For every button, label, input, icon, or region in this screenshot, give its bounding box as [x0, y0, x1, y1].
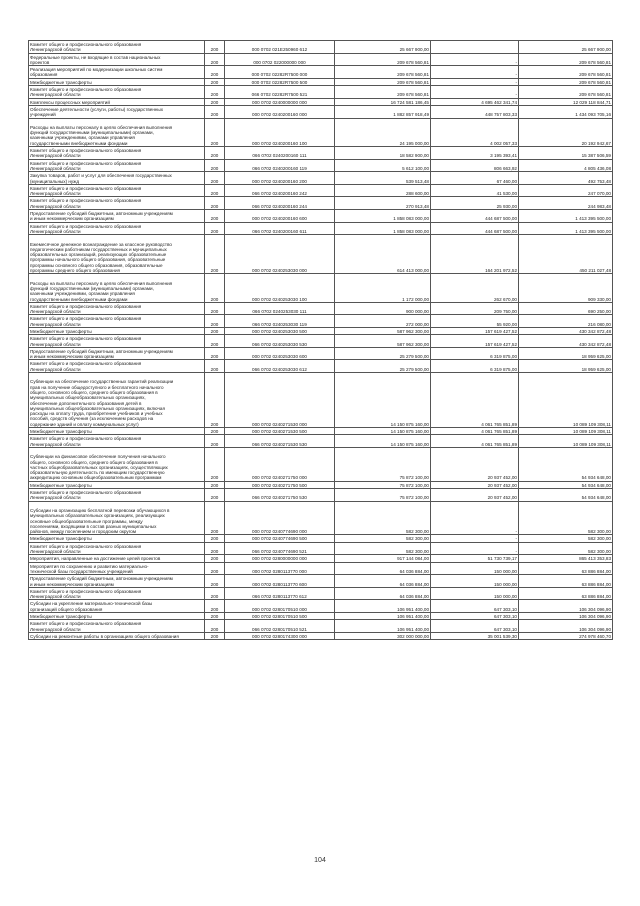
row-approved: 582 300,00 — [335, 535, 431, 542]
row-budget-code: 000 0702 02282R7500 000 — [225, 66, 335, 79]
row-budget-code: 066 0702 0240200160 119 — [225, 159, 335, 172]
row-executed: 20 937 452,00 — [431, 481, 519, 488]
row-unexecuted: 10 089 109 308,11 — [519, 428, 613, 435]
table-row — [29, 159, 613, 172]
row-approved: 5 612 100,00 — [335, 159, 431, 172]
row-approved: 270 913,48 — [335, 197, 431, 210]
row-approved: 209 678 560,81 — [335, 86, 431, 99]
row-unexecuted: 106 304 096,90 — [519, 613, 613, 620]
table-row — [29, 489, 613, 502]
row-executed: 157 619 427,52 — [431, 328, 519, 335]
table-row — [29, 373, 613, 428]
row-line-code: 200 — [205, 53, 225, 66]
row-budget-code: 000 0702 0240200160 000 — [225, 105, 335, 118]
row-name: Мероприятия по сохранению и развитию материально- технической базы государственных учреждений — [29, 562, 205, 575]
row-approved: 25 279 500,00 — [335, 347, 431, 360]
row-name: Ежемесячное денежное вознаграждение за классное руководство педагогическим работникам государственных и муниципальных образовательных организаций, реализующих образовательные программы начального общего образования, образовательные программы основного общего образования, образовательные программы среднего общего образования — [29, 235, 205, 274]
row-unexecuted: 10 089 109 308,11 — [519, 373, 613, 428]
row-name: Комплексы процессных мероприятий — [29, 98, 205, 105]
row-name: Комитет общего и профессионального образования Ленинградской области — [29, 587, 205, 600]
row-unexecuted: 909 330,00 — [519, 274, 613, 303]
row-budget-code: 000 0702 0240271530 500 — [225, 428, 335, 435]
row-budget-code: 000 0702 0240200160 600 — [225, 210, 335, 223]
row-approved: 1 882 857 918,49 — [335, 105, 431, 118]
row-executed: 448 757 803,33 — [431, 105, 519, 118]
row-executed: 4 002 057,33 — [431, 118, 519, 147]
table-row — [29, 210, 613, 223]
row-budget-code: 000 0702 0240774690 000 — [225, 501, 335, 535]
row-budget-code: 000 0702 0240774690 500 — [225, 535, 335, 542]
row-budget-code: 066 0702 0240253030 530 — [225, 335, 335, 348]
row-unexecuted: 582 300,00 — [519, 501, 613, 535]
table-row — [29, 562, 613, 575]
row-name: Комитет общего и профессионального образования Ленинградской области — [29, 315, 205, 328]
row-name: Расходы на выплаты персоналу в целях обеспечения выполнения функций государственными (муниципальными) органами, казенными учреждениями, органами управления государственными внебюджетными фондами — [29, 118, 205, 147]
row-unexecuted: 430 342 872,48 — [519, 328, 613, 335]
table-row — [29, 184, 613, 197]
row-approved: 288 600,00 — [335, 184, 431, 197]
row-unexecuted: 209 678 560,81 — [519, 86, 613, 99]
row-unexecuted: 54 934 648,00 — [519, 489, 613, 502]
row-executed: - — [431, 501, 519, 535]
row-name: Комитет общего и профессионального образования Ленинградской области — [29, 489, 205, 502]
row-unexecuted: 63 886 884,00 — [519, 562, 613, 575]
row-budget-code: 066 0702 0240200160 111 — [225, 147, 335, 160]
table-row — [29, 98, 613, 105]
row-name: Комитет общего и профессионального образования Ленинградской области — [29, 197, 205, 210]
row-name: Субсидии на организацию бесплатной перевозки обучающихся в муниципальных образовательных организациях, реализующих основные общеобразовательные программы, между поселениями, входящими в состав разных муниципальных районов, между поселением и городским округом — [29, 501, 205, 535]
row-executed: 51 730 739,17 — [431, 555, 519, 562]
row-budget-code: 000 0702 0240253030 500 — [225, 328, 335, 335]
row-executed: 209 750,00 — [431, 302, 519, 315]
row-approved: 900 000,00 — [335, 302, 431, 315]
row-budget-code: 066 0702 0280170510 521 — [225, 620, 335, 633]
row-executed: 647 303,10 — [431, 613, 519, 620]
table-row — [29, 172, 613, 185]
row-line-code: 200 — [205, 489, 225, 502]
row-executed: 806 663,92 — [431, 159, 519, 172]
row-budget-code: 000 0702 0240200160 200 — [225, 172, 335, 185]
row-name: Комитет общего и профессионального образования Ленинградской области — [29, 335, 205, 348]
row-executed: 150 000,00 — [431, 587, 519, 600]
row-unexecuted: 63 886 884,00 — [519, 575, 613, 588]
row-name: Комитет общего и профессионального образования Ленинградской области — [29, 435, 205, 448]
row-budget-code: 000 0702 0280000000 000 — [225, 555, 335, 562]
row-line-code: 200 — [205, 613, 225, 620]
row-line-code: 200 — [205, 315, 225, 328]
row-line-code: 200 — [205, 481, 225, 488]
row-name: Закупка товаров, работ и услуг для обеспечения государственных (муниципальных) нужд — [29, 172, 205, 185]
row-line-code: 200 — [205, 600, 225, 613]
row-name: Субвенции на обеспечение государственных гарантий реализации прав на получение общедоступного и бесплатного начального общего, основного общего, среднего общего образования в муниципальных общеобразовательных организациях, обеспечение дополнительного образования детей в муниципальных общеобразовательных организациях, включая расходы на оплату труда, приобретение учебников и учебных пособий, средств обучения (за исключением расходов на содержание зданий и оплату коммунальных услуг) — [29, 373, 205, 428]
row-name: Обеспечение деятельности (услуги, работы) государственных учреждений — [29, 105, 205, 118]
row-executed: 164 201 972,52 — [431, 235, 519, 274]
table-row — [29, 428, 613, 435]
row-line-code: 200 — [205, 587, 225, 600]
row-approved: 587 962 300,00 — [335, 335, 431, 348]
table-row — [29, 78, 613, 85]
row-unexecuted: 18 959 625,00 — [519, 347, 613, 360]
table-row — [29, 360, 613, 373]
table-row — [29, 575, 613, 588]
row-approved: 64 036 884,00 — [335, 575, 431, 588]
row-line-code: 200 — [205, 274, 225, 303]
row-approved: 75 872 100,00 — [335, 489, 431, 502]
row-executed: 150 000,00 — [431, 562, 519, 575]
row-line-code: 200 — [205, 222, 225, 235]
row-unexecuted: 690 250,00 — [519, 302, 613, 315]
table-row — [29, 328, 613, 335]
row-unexecuted: 15 387 506,59 — [519, 147, 613, 160]
row-approved: 18 582 900,00 — [335, 147, 431, 160]
row-approved: 917 144 084,00 — [335, 555, 431, 562]
row-line-code: 200 — [205, 555, 225, 562]
row-executed: 4 061 765 851,89 — [431, 373, 519, 428]
row-executed: - — [431, 535, 519, 542]
row-unexecuted: 216 080,00 — [519, 315, 613, 328]
row-name: Субсидии на ремонтные работы в организациях общего образования — [29, 632, 205, 639]
row-name: Комитет общего и профессионального образования Ленинградской области — [29, 147, 205, 160]
row-line-code: 200 — [205, 98, 225, 105]
row-line-code: 200 — [205, 235, 225, 274]
row-line-code: 200 — [205, 184, 225, 197]
table-row — [29, 53, 613, 66]
row-name: Комитет общего и профессионального образования Ленинградской области — [29, 184, 205, 197]
row-line-code: 200 — [205, 172, 225, 185]
table-row — [29, 587, 613, 600]
row-unexecuted: 54 934 648,00 — [519, 447, 613, 481]
row-name: Предоставление субсидий бюджетным, автономным учреждениям и иным некоммерческим организациям — [29, 347, 205, 360]
row-unexecuted: 209 678 560,81 — [519, 66, 613, 79]
row-line-code: 200 — [205, 78, 225, 85]
row-line-code: 200 — [205, 118, 225, 147]
row-unexecuted: 106 304 096,90 — [519, 600, 613, 613]
table-row — [29, 447, 613, 481]
row-name: Расходы на выплаты персоналу в целях обеспечения выполнения функций государственными (муниципальными) органами, казенными учреждениями, органами управления государственными внебюджетными фондами — [29, 274, 205, 303]
row-executed: 41 530,00 — [431, 184, 519, 197]
table-row — [29, 105, 613, 118]
row-name: Межбюджетные трансферты — [29, 481, 205, 488]
row-name: Межбюджетные трансферты — [29, 328, 205, 335]
table-row — [29, 86, 613, 99]
row-budget-code: 000 0702 0280174300 000 — [225, 632, 335, 639]
row-unexecuted: 1 413 395 500,00 — [519, 210, 613, 223]
row-approved: 209 678 560,81 — [335, 66, 431, 79]
row-approved: 14 150 875 160,00 — [335, 435, 431, 448]
row-budget-code: 066 0702 0240774690 521 — [225, 542, 335, 555]
row-line-code: 200 — [205, 542, 225, 555]
row-executed: - — [431, 542, 519, 555]
row-budget-code: 066 0702 0280113770 612 — [225, 587, 335, 600]
row-line-code: 200 — [205, 620, 225, 633]
row-budget-code: 066 0702 0240271750 530 — [225, 489, 335, 502]
row-budget-code: 000 0702 022000000 000 — [225, 53, 335, 66]
row-approved: 587 962 300,00 — [335, 328, 431, 335]
row-unexecuted: 209 678 560,81 — [519, 53, 613, 66]
row-budget-code: 000 0702 0280170510 500 — [225, 613, 335, 620]
row-approved: 582 300,00 — [335, 542, 431, 555]
row-approved: 106 951 400,00 — [335, 600, 431, 613]
row-line-code: 200 — [205, 373, 225, 428]
row-name: Комитет общего и профессионального образования Ленинградской области — [29, 360, 205, 373]
row-executed: 444 687 500,00 — [431, 222, 519, 235]
row-budget-code: 000 0702 0240271750 000 — [225, 447, 335, 481]
row-unexecuted: 12 029 118 844,71 — [519, 98, 613, 105]
row-name: Федеральные проекты, не входящие в состав национальных проектов — [29, 53, 205, 66]
row-line-code: 200 — [205, 197, 225, 210]
row-executed: 55 920,00 — [431, 315, 519, 328]
table-row — [29, 481, 613, 488]
table-row — [29, 600, 613, 613]
row-approved: 302 000 000,00 — [335, 632, 431, 639]
row-executed: 3 195 393,41 — [431, 147, 519, 160]
row-budget-code: 000 0702 0240000000 000 — [225, 98, 335, 105]
row-unexecuted: 1 434 093 705,16 — [519, 105, 613, 118]
row-unexecuted: 450 211 027,48 — [519, 235, 613, 274]
row-budget-code: 000 0702 021E250960 612 — [225, 41, 335, 54]
table-row — [29, 66, 613, 79]
table-row — [29, 632, 613, 639]
row-unexecuted: 106 304 096,90 — [519, 620, 613, 633]
row-name: Межбюджетные трансферты — [29, 613, 205, 620]
row-budget-code: 066 0702 0240253030 119 — [225, 315, 335, 328]
row-line-code: 200 — [205, 428, 225, 435]
row-executed: - — [431, 78, 519, 85]
row-line-code: 200 — [205, 328, 225, 335]
row-approved: 64 036 884,00 — [335, 587, 431, 600]
row-unexecuted: 25 667 900,00 — [519, 41, 613, 54]
row-unexecuted: 430 342 872,48 — [519, 335, 613, 348]
row-name: Межбюджетные трансферты — [29, 78, 205, 85]
table-row — [29, 620, 613, 633]
row-executed: - — [431, 66, 519, 79]
row-line-code: 200 — [205, 335, 225, 348]
row-budget-code: 066 0702 0240200160 611 — [225, 222, 335, 235]
row-name: Комитет общего и профессионального образования Ленинградской области — [29, 222, 205, 235]
row-executed: - — [431, 53, 519, 66]
table-row — [29, 118, 613, 147]
row-approved: 1 858 083 000,00 — [335, 210, 431, 223]
row-executed: 67 460,00 — [431, 172, 519, 185]
row-name: Субвенции на финансовое обеспечение получения начального общего, основного общего, среднего общего образования в частных общеобразовательных организациях, осуществляющих образовательную деятельность по имеющим государственную аккредитацию основным общеобразовательным программам — [29, 447, 205, 481]
row-approved: 75 872 100,00 — [335, 481, 431, 488]
row-line-code: 200 — [205, 302, 225, 315]
row-name: Комитет общего и профессионального образования Ленинградской области — [29, 159, 205, 172]
row-executed: 150 000,00 — [431, 575, 519, 588]
row-budget-code: 000 0702 0240253030 600 — [225, 347, 335, 360]
table-row — [29, 41, 613, 54]
row-budget-code: 000 0702 0240271530 000 — [225, 373, 335, 428]
row-approved: 24 195 000,00 — [335, 118, 431, 147]
row-line-code: 200 — [205, 501, 225, 535]
table-row — [29, 222, 613, 235]
row-budget-code: 000 0702 0240271750 500 — [225, 481, 335, 488]
row-line-code: 200 — [205, 147, 225, 160]
table-body — [29, 41, 613, 640]
row-unexecuted: 209 678 560,81 — [519, 78, 613, 85]
row-line-code: 200 — [205, 159, 225, 172]
row-unexecuted: 18 959 625,00 — [519, 360, 613, 373]
row-approved: 106 951 400,00 — [335, 620, 431, 633]
row-budget-code: 000 0702 0280170510 000 — [225, 600, 335, 613]
table-row — [29, 347, 613, 360]
row-budget-code: 000 0702 02282R7500 500 — [225, 78, 335, 85]
table-row — [29, 613, 613, 620]
row-executed: 20 937 452,00 — [431, 447, 519, 481]
row-budget-code: 066 0702 0240271530 530 — [225, 435, 335, 448]
row-executed: 262 670,00 — [431, 274, 519, 303]
row-line-code: 200 — [205, 105, 225, 118]
row-unexecuted: 20 192 942,67 — [519, 118, 613, 147]
row-executed: 20 937 452,00 — [431, 489, 519, 502]
row-executed — [431, 41, 519, 54]
row-line-code: 200 — [205, 66, 225, 79]
row-executed: 6 319 875,00 — [431, 360, 519, 373]
row-approved: 614 413 000,00 — [335, 235, 431, 274]
row-budget-code: 000 0702 0240253030 000 — [225, 235, 335, 274]
row-budget-code: 066 0702 0240200160 244 — [225, 197, 335, 210]
row-approved: 1 858 083 000,00 — [335, 222, 431, 235]
row-name: Субсидии на укрепление материально-технической базы организаций общего образования — [29, 600, 205, 613]
row-approved: 64 036 884,00 — [335, 562, 431, 575]
row-name: Предоставление субсидий бюджетным, автономным учреждениям и иным некоммерческим организациям — [29, 575, 205, 588]
row-name: Межбюджетные трансферты — [29, 428, 205, 435]
row-approved: 582 300,00 — [335, 501, 431, 535]
row-name: Комитет общего и профессионального образования Ленинградской области — [29, 620, 205, 633]
row-line-code: 200 — [205, 210, 225, 223]
row-executed: 647 303,10 — [431, 600, 519, 613]
row-name: Межбюджетные трансферты — [29, 535, 205, 542]
row-executed: 4 061 765 851,89 — [431, 428, 519, 435]
row-unexecuted: 582 300,00 — [519, 535, 613, 542]
table-row — [29, 542, 613, 555]
row-budget-code: 066 0702 0240253030 111 — [225, 302, 335, 315]
row-executed: 157 619 427,52 — [431, 335, 519, 348]
row-budget-code: 066 0702 02282R7500 521 — [225, 86, 335, 99]
row-budget-code: 000 0702 0280113770 000 — [225, 562, 335, 575]
row-budget-code: 000 0702 0280113770 600 — [225, 575, 335, 588]
table-row — [29, 435, 613, 448]
row-budget-code: 000 0702 0240253030 100 — [225, 274, 335, 303]
table-row — [29, 197, 613, 210]
table-row — [29, 274, 613, 303]
row-line-code: 200 — [205, 447, 225, 481]
row-unexecuted: 274 978 460,70 — [519, 632, 613, 639]
row-unexecuted: 865 413 353,83 — [519, 555, 613, 562]
row-line-code: 200 — [205, 562, 225, 575]
row-unexecuted: 492 753,48 — [519, 172, 613, 185]
row-line-code: 200 — [205, 41, 225, 54]
row-line-code: 200 — [205, 360, 225, 373]
row-budget-code: 066 0702 0240200160 242 — [225, 184, 335, 197]
row-approved: 25 279 500,00 — [335, 360, 431, 373]
row-name: Комитет общего и профессионального образования Ленинградской области — [29, 542, 205, 555]
row-approved: 75 872 100,00 — [335, 447, 431, 481]
row-line-code: 200 — [205, 86, 225, 99]
table-row — [29, 235, 613, 274]
row-unexecuted: 63 886 884,00 — [519, 587, 613, 600]
row-approved: 272 000,00 — [335, 315, 431, 328]
row-line-code: 200 — [205, 632, 225, 639]
row-approved: 106 951 400,00 — [335, 613, 431, 620]
row-executed: 25 930,00 — [431, 197, 519, 210]
row-executed: 4 061 765 851,89 — [431, 435, 519, 448]
row-name: Комитет общего и профессионального образования Ленинградской области — [29, 41, 205, 54]
table-row — [29, 315, 613, 328]
row-approved: 16 724 581 186,45 — [335, 98, 431, 105]
row-unexecuted: 54 934 648,00 — [519, 481, 613, 488]
row-executed: 647 303,10 — [431, 620, 519, 633]
row-line-code: 200 — [205, 347, 225, 360]
row-name: Комитет общего и профессионального образования Ленинградской области — [29, 302, 205, 315]
row-unexecuted: 10 089 109 308,11 — [519, 435, 613, 448]
table-row — [29, 501, 613, 535]
budget-report-table — [28, 40, 612, 640]
row-name: Предоставление субсидий бюджетным, автономным учреждениям и иным некоммерческим организациям — [29, 210, 205, 223]
row-approved: 25 667 900,00 — [335, 41, 431, 54]
row-approved: 14 150 875 160,00 — [335, 373, 431, 428]
row-unexecuted: 247 070,00 — [519, 184, 613, 197]
row-unexecuted: 1 413 395 500,00 — [519, 222, 613, 235]
row-approved: 14 150 875 160,00 — [335, 428, 431, 435]
row-unexecuted: 4 805 436,08 — [519, 159, 613, 172]
row-approved: 1 172 000,00 — [335, 274, 431, 303]
row-budget-code: 000 0702 0240200160 100 — [225, 118, 335, 147]
row-budget-code: 066 0702 0240253030 612 — [225, 360, 335, 373]
row-executed: 35 001 539,30 — [431, 632, 519, 639]
row-line-code: 200 — [205, 535, 225, 542]
row-name: Комитет общего и профессионального образования Ленинградской области — [29, 86, 205, 99]
page-number: 104 — [314, 857, 326, 864]
row-approved: 209 678 560,81 — [335, 78, 431, 85]
row-approved: 539 513,48 — [335, 172, 431, 185]
table-row — [29, 147, 613, 160]
row-executed: 6 319 875,00 — [431, 347, 519, 360]
table-row — [29, 555, 613, 562]
row-line-code: 200 — [205, 575, 225, 588]
table-row — [29, 335, 613, 348]
row-executed: 4 695 462 341,74 — [431, 98, 519, 105]
row-name: Реализация мероприятий по модернизации школьных систем образования — [29, 66, 205, 79]
row-approved: 209 678 560,81 — [335, 53, 431, 66]
row-executed: - — [431, 86, 519, 99]
row-executed: 444 687 500,00 — [431, 210, 519, 223]
row-name: Мероприятия, направленные на достижение целей проектов — [29, 555, 205, 562]
row-line-code: 200 — [205, 435, 225, 448]
table-row — [29, 302, 613, 315]
row-unexecuted: 244 983,48 — [519, 197, 613, 210]
table-row — [29, 535, 613, 542]
row-unexecuted: 582 300,00 — [519, 542, 613, 555]
